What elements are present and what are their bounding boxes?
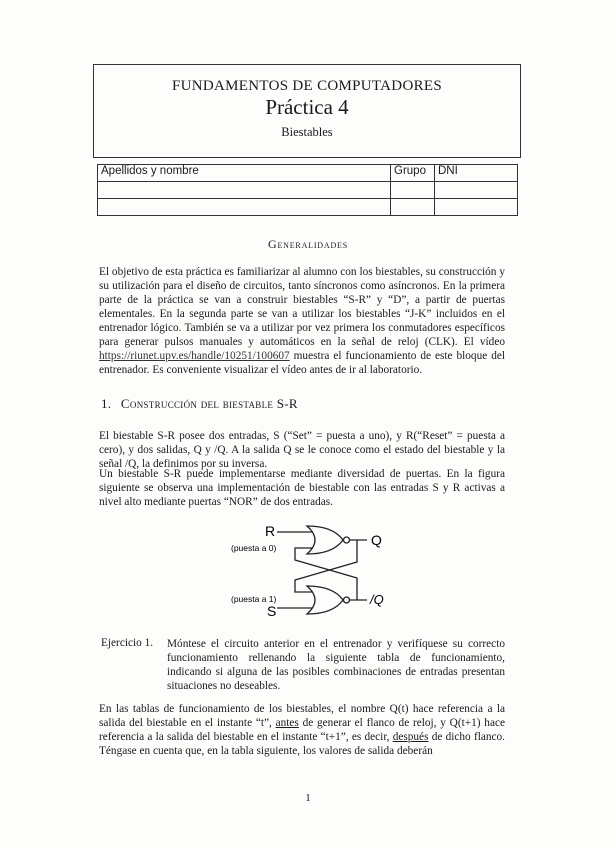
label-r: R [265, 523, 276, 539]
page-number: 1 [305, 792, 311, 804]
name-field-2[interactable] [98, 199, 391, 216]
student-id-table [97, 164, 518, 216]
group-field-2[interactable] [391, 199, 435, 216]
video-link[interactable]: https://riunet.upv.es/handle/10251/100607 [99, 350, 290, 362]
closing-text-a: En las tablas de funcionamiento de los biestables, el nombre Q(t) hace referencia a la salida del biestable en el instante “t”, [99, 703, 505, 729]
nor-bubble-top [344, 537, 350, 543]
closing-text-b: de generar el flanco de reloj, y Q(t+1) hace referencia a la salida del biestable en el instante “t+1”, es decir, [99, 717, 505, 743]
practice-subtitle: Biestables [281, 125, 333, 139]
nor-gate-bottom [307, 586, 343, 614]
section-heading-general: Generalidades [268, 237, 348, 251]
section-1-number: 1. [101, 396, 112, 411]
section-1-title: Construcción del biestable S-R [120, 396, 298, 411]
label-r-note: (puesta a 0) [231, 543, 277, 553]
closing-underlined-antes: antes [275, 717, 299, 729]
section-1-heading [101, 396, 298, 412]
label-s: S [267, 603, 277, 619]
closing-paragraph [99, 702, 505, 758]
name-header: Apellidos y nombre [98, 165, 391, 182]
label-s-note: (puesta a 1) [231, 594, 277, 604]
sr-latch-diagram [225, 520, 425, 620]
group-header: Grupo [391, 165, 435, 182]
exercise-text: Móntese el circuito anterior en el entrenador y verifíquese su correcto funcionamiento rellenando la siguiente tabla de funcionamiento, indicando si alguna de las posibles combinaciones de entradas presentan situaciones no deseables. [167, 638, 505, 692]
name-field[interactable] [98, 182, 391, 199]
intro-paragraph [99, 265, 505, 377]
dni-field[interactable] [435, 182, 518, 199]
group-field[interactable] [391, 182, 435, 199]
nor-gate-top [307, 526, 343, 554]
intro-text-2: muestra el funcionamiento de este bloque del entrenador. Es conveniente visualizar el vídeo antes de ir al laboratorio. [99, 350, 506, 376]
nor-bubble-bottom [344, 597, 350, 603]
closing-underlined-despues: después [392, 731, 429, 743]
intro-text-1: El objetivo de esta práctica es familiarizar al alumno con los biestables, su construcción y su utilización para el diseño de circuitos, tanto síncronos como asíncronos. En la primera parte de la práctica se van a construir biestables “S-R” y “D”, a partir de puertas elementales. En la segunda parte se van a utilizar los biestables “J-K” incluidos en el entrenador lógico. También se va a utilizar por vez primera los conmutadores específicos para generar pulsos manuales y automáticos en la señal de reloj (CLK). El vídeo [99, 266, 505, 348]
practice-title: Práctica 4 [265, 95, 349, 119]
label-nq: /Q [370, 592, 384, 607]
sr-definition-paragraph: El biestable S-R posee dos entradas, S (“Set” = puesta a uno), y R(“Reset” = puesta a cero), y dos salidas, Q y /Q. A la salida Q se le conoce como el estado del biestable y la señal /Q, la definimos por su inversa. [99, 430, 505, 470]
header-box [93, 64, 521, 158]
closing-text-c: de dicho flanco. Téngase en cuenta que, en la tabla siguiente, los valores de salida deberán [99, 731, 505, 757]
label-q: Q [371, 532, 382, 548]
course-title: FUNDAMENTOS DE COMPUTADORES [172, 78, 442, 94]
sr-implementation-paragraph: Un biestable S-R puede implementarse mediante diversidad de puertas. En la figura siguiente se observa una implementación de biestable con las entradas S y R activas a nivel alto mediante puertas “NOR” de dos entradas. [99, 468, 505, 508]
dni-field-2[interactable] [435, 199, 518, 216]
dni-header: DNI [435, 165, 518, 182]
exercise-label: Ejercicio 1. [101, 637, 154, 649]
